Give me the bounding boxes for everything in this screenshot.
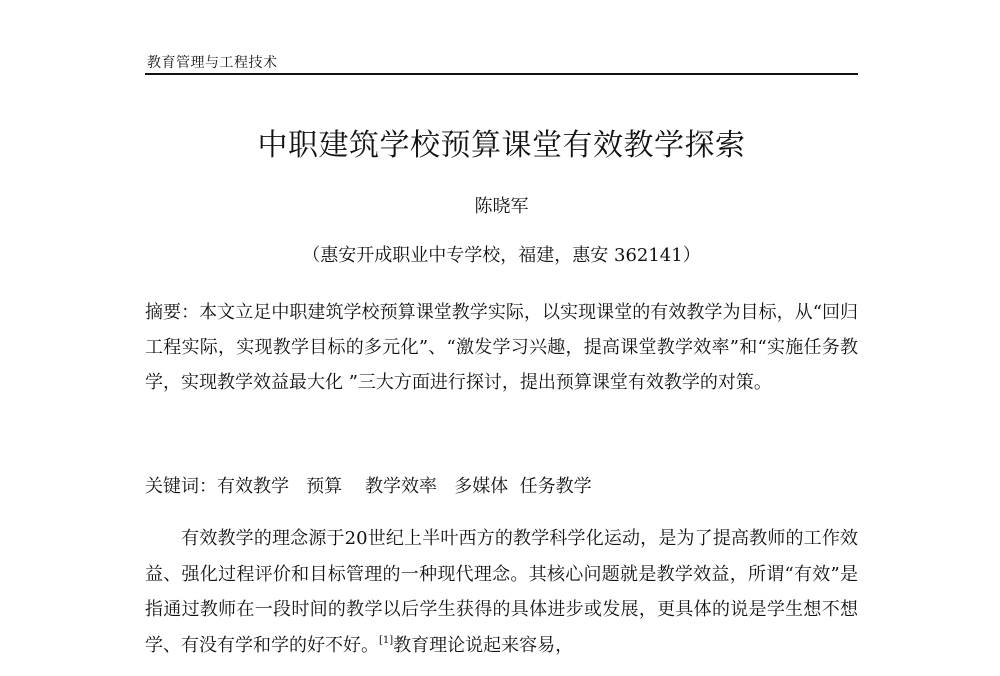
header-rule [145,73,858,75]
citation-marker[interactable]: [1] [379,634,394,646]
abstract-label: 摘要： [145,302,200,323]
keywords [145,472,858,502]
keywords-text: 有效教学 预算 教学效率 多媒体 任务教学 [217,476,592,497]
abstract [145,295,858,400]
abstract-text: 本文立足中职建筑学校预算课堂教学实际，以实现课堂的有效教学为目标，从“回归工程实际，实现教学目标的多元化”、“激发学习兴趣，提高课堂教学效率”和“实施任务教学，实现教学效益最大化 ”三大方面进行探讨，提出预算课堂有效教学的对策。 [145,302,858,393]
paper-title: 中职建筑学校预算课堂有效教学探索 [257,128,746,163]
body-text-part1: 有效教学的理念源于20世纪上半叶西方的教学科学化运动，是为了提高教师的工作效益、强化过程评价和目标管理的一种现代理念。其核心问题就是教学效益，所谓“有效”是指通过教师在一段时间的教学以后学生获得的具体进步或发展，更具体的说是学生想不想学、有没有学和学的好不好。 [145,528,858,656]
author-affiliation: （惠安开成职业中专学校，福建，惠安 362141） [302,245,701,266]
body-paragraph [145,521,858,663]
running-header: 教育管理与工程技术 [147,55,278,71]
keywords-label: 关键词： [145,476,217,497]
author-name: 陈晓军 [474,196,529,217]
body-text-part2: 教育理论说起来容易， [393,634,574,656]
